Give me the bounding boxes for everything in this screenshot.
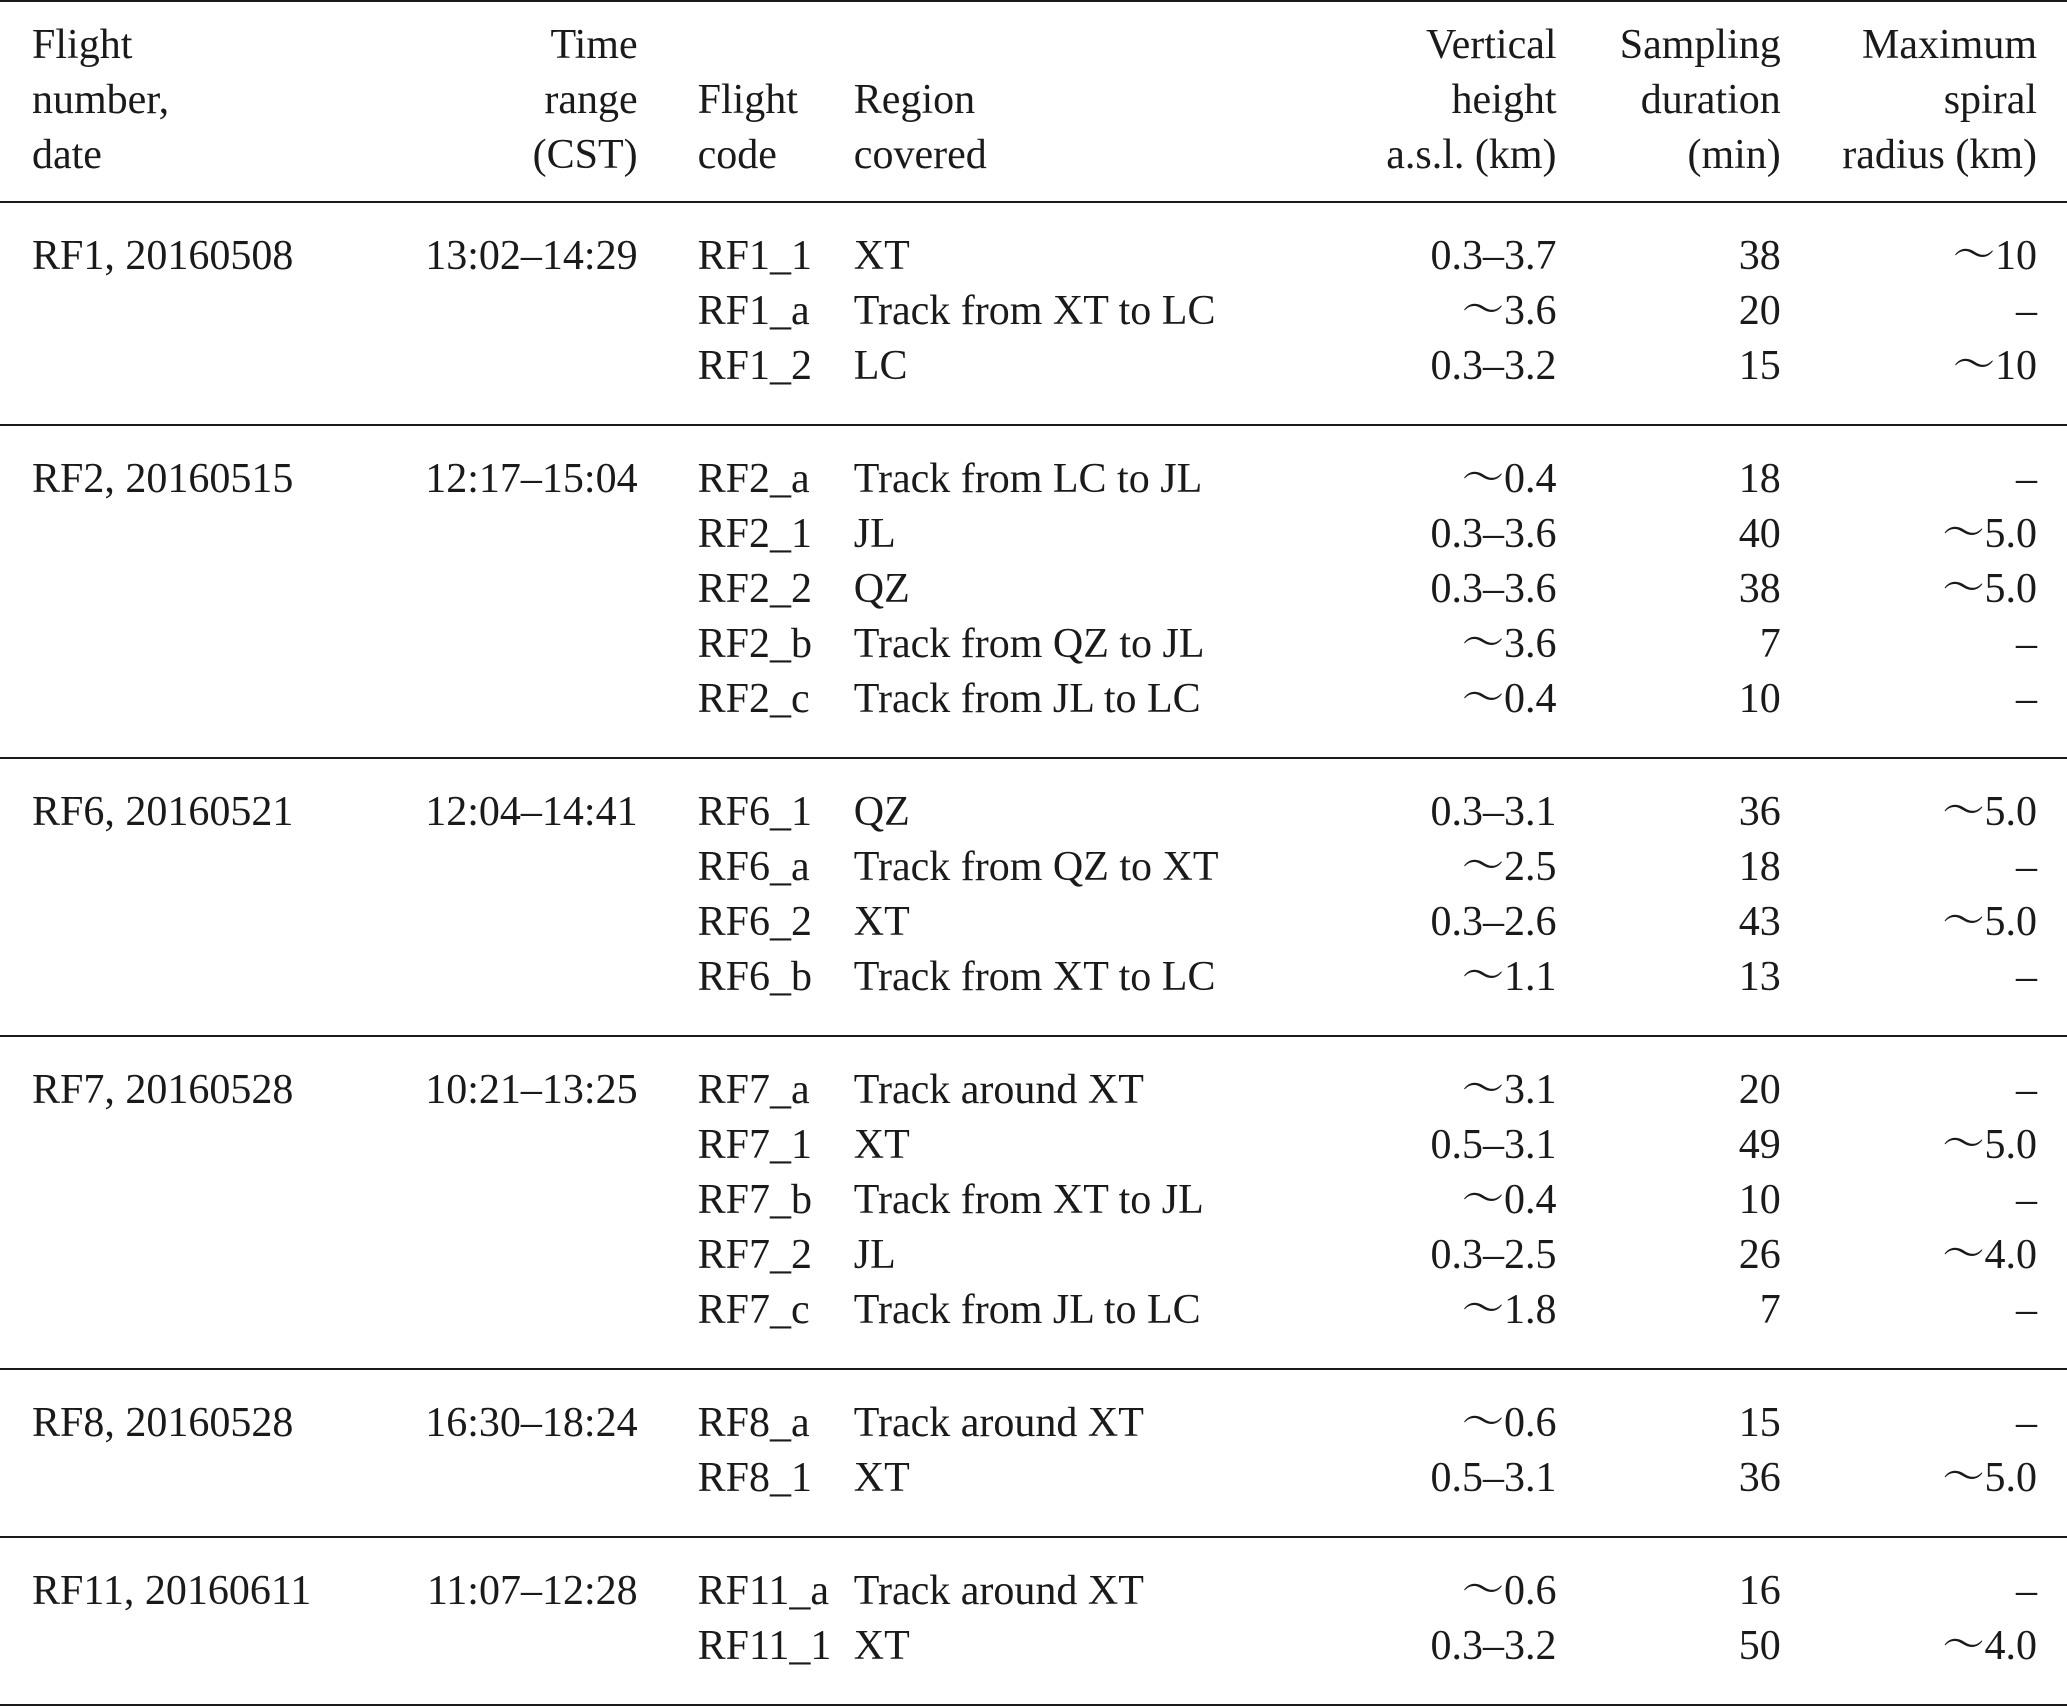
header-time-range: Time range (CST) xyxy=(532,22,638,178)
header-region-covered: Region covered xyxy=(853,77,987,178)
region-cell: Track around XT xyxy=(853,1568,1144,1614)
time-range-cell: 13:02–14:29 xyxy=(425,233,638,279)
table-row xyxy=(0,562,2067,617)
vertical-height-cell: ～1.8 xyxy=(1462,1287,1557,1333)
spiral-radius-cell: ～5.0 xyxy=(1942,1455,2037,1501)
sampling-duration-cell: 38 xyxy=(1738,233,1781,279)
flight-group xyxy=(0,425,2067,758)
vertical-height-cell: 0.3–3.1 xyxy=(1430,789,1557,835)
time-range-cell xyxy=(355,895,638,950)
sampling-duration-cell: 20 xyxy=(1738,1067,1781,1113)
header-vertical-height: Vertical height a.s.l. (km) xyxy=(1386,22,1557,178)
vertical-height-cell: ～0.4 xyxy=(1462,456,1557,502)
time-range-cell xyxy=(355,1118,638,1173)
region-cell: QZ xyxy=(853,566,910,612)
time-range-cell xyxy=(355,284,638,339)
vertical-height-cell: 0.5–3.1 xyxy=(1430,1455,1557,1501)
sampling-duration-cell: 10 xyxy=(1738,676,1781,722)
spiral-radius-cell: ～4.0 xyxy=(1942,1232,2037,1278)
flight-group xyxy=(0,758,2067,1036)
flight-number-cell: RF6, 20160521 xyxy=(32,789,294,835)
flight-number-cell xyxy=(0,840,355,895)
region-cell: Track around XT xyxy=(853,1400,1144,1446)
spiral-radius-cell: – xyxy=(2016,1287,2037,1333)
sampling-duration-cell: 50 xyxy=(1738,1623,1781,1669)
flight-number-cell: RF7, 20160528 xyxy=(32,1067,294,1113)
table-row xyxy=(0,840,2067,895)
region-cell: Track from XT to LC xyxy=(853,954,1216,1000)
table-row xyxy=(0,1118,2067,1173)
header-spiral-radius: Maximum spiral radius (km) xyxy=(1842,22,2037,178)
vertical-height-cell: ～3.1 xyxy=(1462,1067,1557,1113)
time-range-cell xyxy=(355,339,638,425)
flight-code-cell: RF8_a xyxy=(697,1400,810,1446)
vertical-height-cell: 0.3–2.6 xyxy=(1430,899,1557,945)
time-range-cell xyxy=(355,1619,638,1705)
sampling-duration-cell: 49 xyxy=(1738,1122,1781,1168)
vertical-height-cell: 0.3–3.6 xyxy=(1430,566,1557,612)
flight-number-cell xyxy=(0,617,355,672)
sampling-duration-cell: 40 xyxy=(1738,511,1781,557)
spiral-radius-cell: – xyxy=(2016,288,2037,334)
flight-code-cell: RF6_1 xyxy=(697,789,812,835)
flight-code-cell: RF1_1 xyxy=(697,233,812,279)
flight-number-cell xyxy=(0,562,355,617)
header-row xyxy=(0,1,2067,202)
flight-number-cell: RF11, 20160611 xyxy=(32,1568,312,1614)
sampling-duration-cell: 16 xyxy=(1738,1568,1781,1614)
sampling-duration-cell: 36 xyxy=(1738,789,1781,835)
region-cell: QZ xyxy=(853,789,910,835)
sampling-duration-cell: 18 xyxy=(1738,844,1781,890)
flight-code-cell: RF6_2 xyxy=(697,899,812,945)
flight-number-cell: RF2, 20160515 xyxy=(32,456,294,502)
region-cell: Track from XT to JL xyxy=(853,1177,1204,1223)
vertical-height-cell: ～0.6 xyxy=(1462,1568,1557,1614)
flight-number-cell: RF1, 20160508 xyxy=(32,233,294,279)
sampling-duration-cell: 26 xyxy=(1738,1232,1781,1278)
sampling-duration-cell: 10 xyxy=(1738,1177,1781,1223)
sampling-duration-cell: 13 xyxy=(1738,954,1781,1000)
spiral-radius-cell: ～10 xyxy=(1952,343,2037,389)
time-range-cell: 12:17–15:04 xyxy=(425,456,638,502)
region-cell: XT xyxy=(853,899,910,945)
sampling-duration-cell: 43 xyxy=(1738,899,1781,945)
flight-number-cell xyxy=(0,1228,355,1283)
table-header xyxy=(0,1,2067,202)
spiral-radius-cell: – xyxy=(2016,844,2037,890)
flight-number-cell xyxy=(0,950,355,1036)
flight-number-cell xyxy=(0,1451,355,1537)
flight-code-cell: RF7_a xyxy=(697,1067,810,1113)
spiral-radius-cell: – xyxy=(2016,1067,2037,1113)
vertical-height-cell: ～0.4 xyxy=(1462,676,1557,722)
flight-code-cell: RF6_a xyxy=(697,844,810,890)
spiral-radius-cell: ～5.0 xyxy=(1942,1122,2037,1168)
time-range-cell xyxy=(355,1451,638,1537)
region-cell: Track around XT xyxy=(853,1067,1144,1113)
flight-number-cell xyxy=(0,672,355,758)
spiral-radius-cell: – xyxy=(2016,1177,2037,1223)
region-cell: Track from QZ to XT xyxy=(853,844,1219,890)
table-row xyxy=(0,1619,2067,1705)
sampling-duration-cell: 18 xyxy=(1738,456,1781,502)
table-row xyxy=(0,1036,2067,1118)
region-cell: Track from LC to JL xyxy=(853,456,1203,502)
time-range-cell: 10:21–13:25 xyxy=(425,1067,638,1113)
time-range-cell xyxy=(355,617,638,672)
region-cell: JL xyxy=(853,511,896,557)
region-cell: Track from XT to LC xyxy=(853,288,1216,334)
flight-code-cell: RF1_a xyxy=(697,288,810,334)
flight-number-cell: RF8, 20160528 xyxy=(32,1400,294,1446)
table-row xyxy=(0,284,2067,339)
flight-code-cell: RF2_b xyxy=(697,621,812,667)
flight-number-cell xyxy=(0,284,355,339)
flight-number-cell xyxy=(0,1118,355,1173)
spiral-radius-cell: – xyxy=(2016,621,2037,667)
table-row xyxy=(0,425,2067,507)
vertical-height-cell: ～0.4 xyxy=(1462,1177,1557,1223)
spiral-radius-cell: ～5.0 xyxy=(1942,899,2037,945)
table-row xyxy=(0,758,2067,840)
time-range-cell: 12:04–14:41 xyxy=(425,789,638,835)
region-cell: XT xyxy=(853,1455,910,1501)
time-range-cell xyxy=(355,1173,638,1228)
vertical-height-cell: 0.5–3.1 xyxy=(1430,1122,1557,1168)
spiral-radius-cell: – xyxy=(2016,456,2037,502)
flight-code-cell: RF2_1 xyxy=(697,511,812,557)
header-flight-code: Flight code xyxy=(697,77,798,178)
flight-code-cell: RF2_2 xyxy=(697,566,812,612)
sampling-duration-cell: 15 xyxy=(1738,343,1781,389)
flight-code-cell: RF7_1 xyxy=(697,1122,812,1168)
region-cell: Track from JL to LC xyxy=(853,676,1201,722)
header-sampling-duration: Sampling duration (min) xyxy=(1619,22,1781,178)
region-cell: XT xyxy=(853,1122,910,1168)
table-row xyxy=(0,1283,2067,1369)
sampling-duration-cell: 15 xyxy=(1738,1400,1781,1446)
time-range-cell xyxy=(355,1283,638,1369)
table-row xyxy=(0,507,2067,562)
sampling-duration-cell: 7 xyxy=(1759,1287,1781,1333)
flight-code-cell: RF1_2 xyxy=(697,343,812,389)
table-row xyxy=(0,617,2067,672)
flight-group xyxy=(0,1369,2067,1537)
vertical-height-cell: ～1.1 xyxy=(1462,954,1557,1000)
flight-number-cell xyxy=(0,1173,355,1228)
vertical-height-cell: 0.3–3.2 xyxy=(1430,343,1557,389)
vertical-height-cell: 0.3–3.7 xyxy=(1430,233,1557,279)
header-flight-number: Flight number, date xyxy=(32,22,170,178)
flight-code-cell: RF2_a xyxy=(697,456,810,502)
region-cell: XT xyxy=(853,1623,910,1669)
vertical-height-cell: 0.3–2.5 xyxy=(1430,1232,1557,1278)
vertical-height-cell: ～2.5 xyxy=(1462,844,1557,890)
table-row xyxy=(0,339,2067,425)
region-cell: Track from JL to LC xyxy=(853,1287,1201,1333)
spiral-radius-cell: – xyxy=(2016,954,2037,1000)
flight-group xyxy=(0,1537,2067,1705)
table-row xyxy=(0,1228,2067,1283)
region-cell: LC xyxy=(853,343,908,389)
table-row xyxy=(0,1369,2067,1451)
vertical-height-cell: 0.3–3.6 xyxy=(1430,511,1557,557)
flight-number-cell xyxy=(0,339,355,425)
time-range-cell xyxy=(355,562,638,617)
table-row xyxy=(0,202,2067,284)
spiral-radius-cell: ～5.0 xyxy=(1942,566,2037,612)
region-cell: JL xyxy=(853,1232,896,1278)
spiral-radius-cell: – xyxy=(2016,1568,2037,1614)
flight-code-cell: RF8_1 xyxy=(697,1455,812,1501)
time-range-cell xyxy=(355,1228,638,1283)
flight-code-cell: RF11_1 xyxy=(697,1623,832,1669)
flight-number-cell xyxy=(0,1619,355,1705)
flight-code-cell: RF2_c xyxy=(697,676,810,722)
flight-group xyxy=(0,202,2067,425)
spiral-radius-cell: ～5.0 xyxy=(1942,789,2037,835)
region-cell: XT xyxy=(853,233,910,279)
flight-code-cell: RF11_a xyxy=(697,1568,830,1614)
time-range-cell xyxy=(355,950,638,1036)
flight-code-cell: RF7_c xyxy=(697,1287,810,1333)
spiral-radius-cell: – xyxy=(2016,676,2037,722)
sampling-duration-cell: 7 xyxy=(1759,621,1781,667)
flight-code-cell: RF7_b xyxy=(697,1177,812,1223)
table-row xyxy=(0,895,2067,950)
table-row xyxy=(0,950,2067,1036)
region-cell: Track from QZ to JL xyxy=(853,621,1205,667)
table-row xyxy=(0,1173,2067,1228)
flight-code-cell: RF7_2 xyxy=(697,1232,812,1278)
flight-number-cell xyxy=(0,895,355,950)
vertical-height-cell: 0.3–3.2 xyxy=(1430,1623,1557,1669)
time-range-cell: 11:07–12:28 xyxy=(426,1568,638,1614)
sampling-duration-cell: 36 xyxy=(1738,1455,1781,1501)
flight-number-cell xyxy=(0,507,355,562)
vertical-height-cell: ～3.6 xyxy=(1462,621,1557,667)
flight-group xyxy=(0,1036,2067,1369)
time-range-cell: 16:30–18:24 xyxy=(425,1400,638,1446)
spiral-radius-cell: ～5.0 xyxy=(1942,511,2037,557)
table-row xyxy=(0,672,2067,758)
flight-code-cell: RF6_b xyxy=(697,954,812,1000)
table-row xyxy=(0,1537,2067,1619)
table-row xyxy=(0,1451,2067,1537)
spiral-radius-cell: – xyxy=(2016,1400,2037,1446)
vertical-height-cell: ～0.6 xyxy=(1462,1400,1557,1446)
time-range-cell xyxy=(355,672,638,758)
sampling-duration-cell: 20 xyxy=(1738,288,1781,334)
time-range-cell xyxy=(355,840,638,895)
vertical-height-cell: ～3.6 xyxy=(1462,288,1557,334)
flight-number-cell xyxy=(0,1283,355,1369)
sampling-duration-cell: 38 xyxy=(1738,566,1781,612)
spiral-radius-cell: ～4.0 xyxy=(1942,1623,2037,1669)
time-range-cell xyxy=(355,507,638,562)
spiral-radius-cell: ～10 xyxy=(1952,233,2037,279)
